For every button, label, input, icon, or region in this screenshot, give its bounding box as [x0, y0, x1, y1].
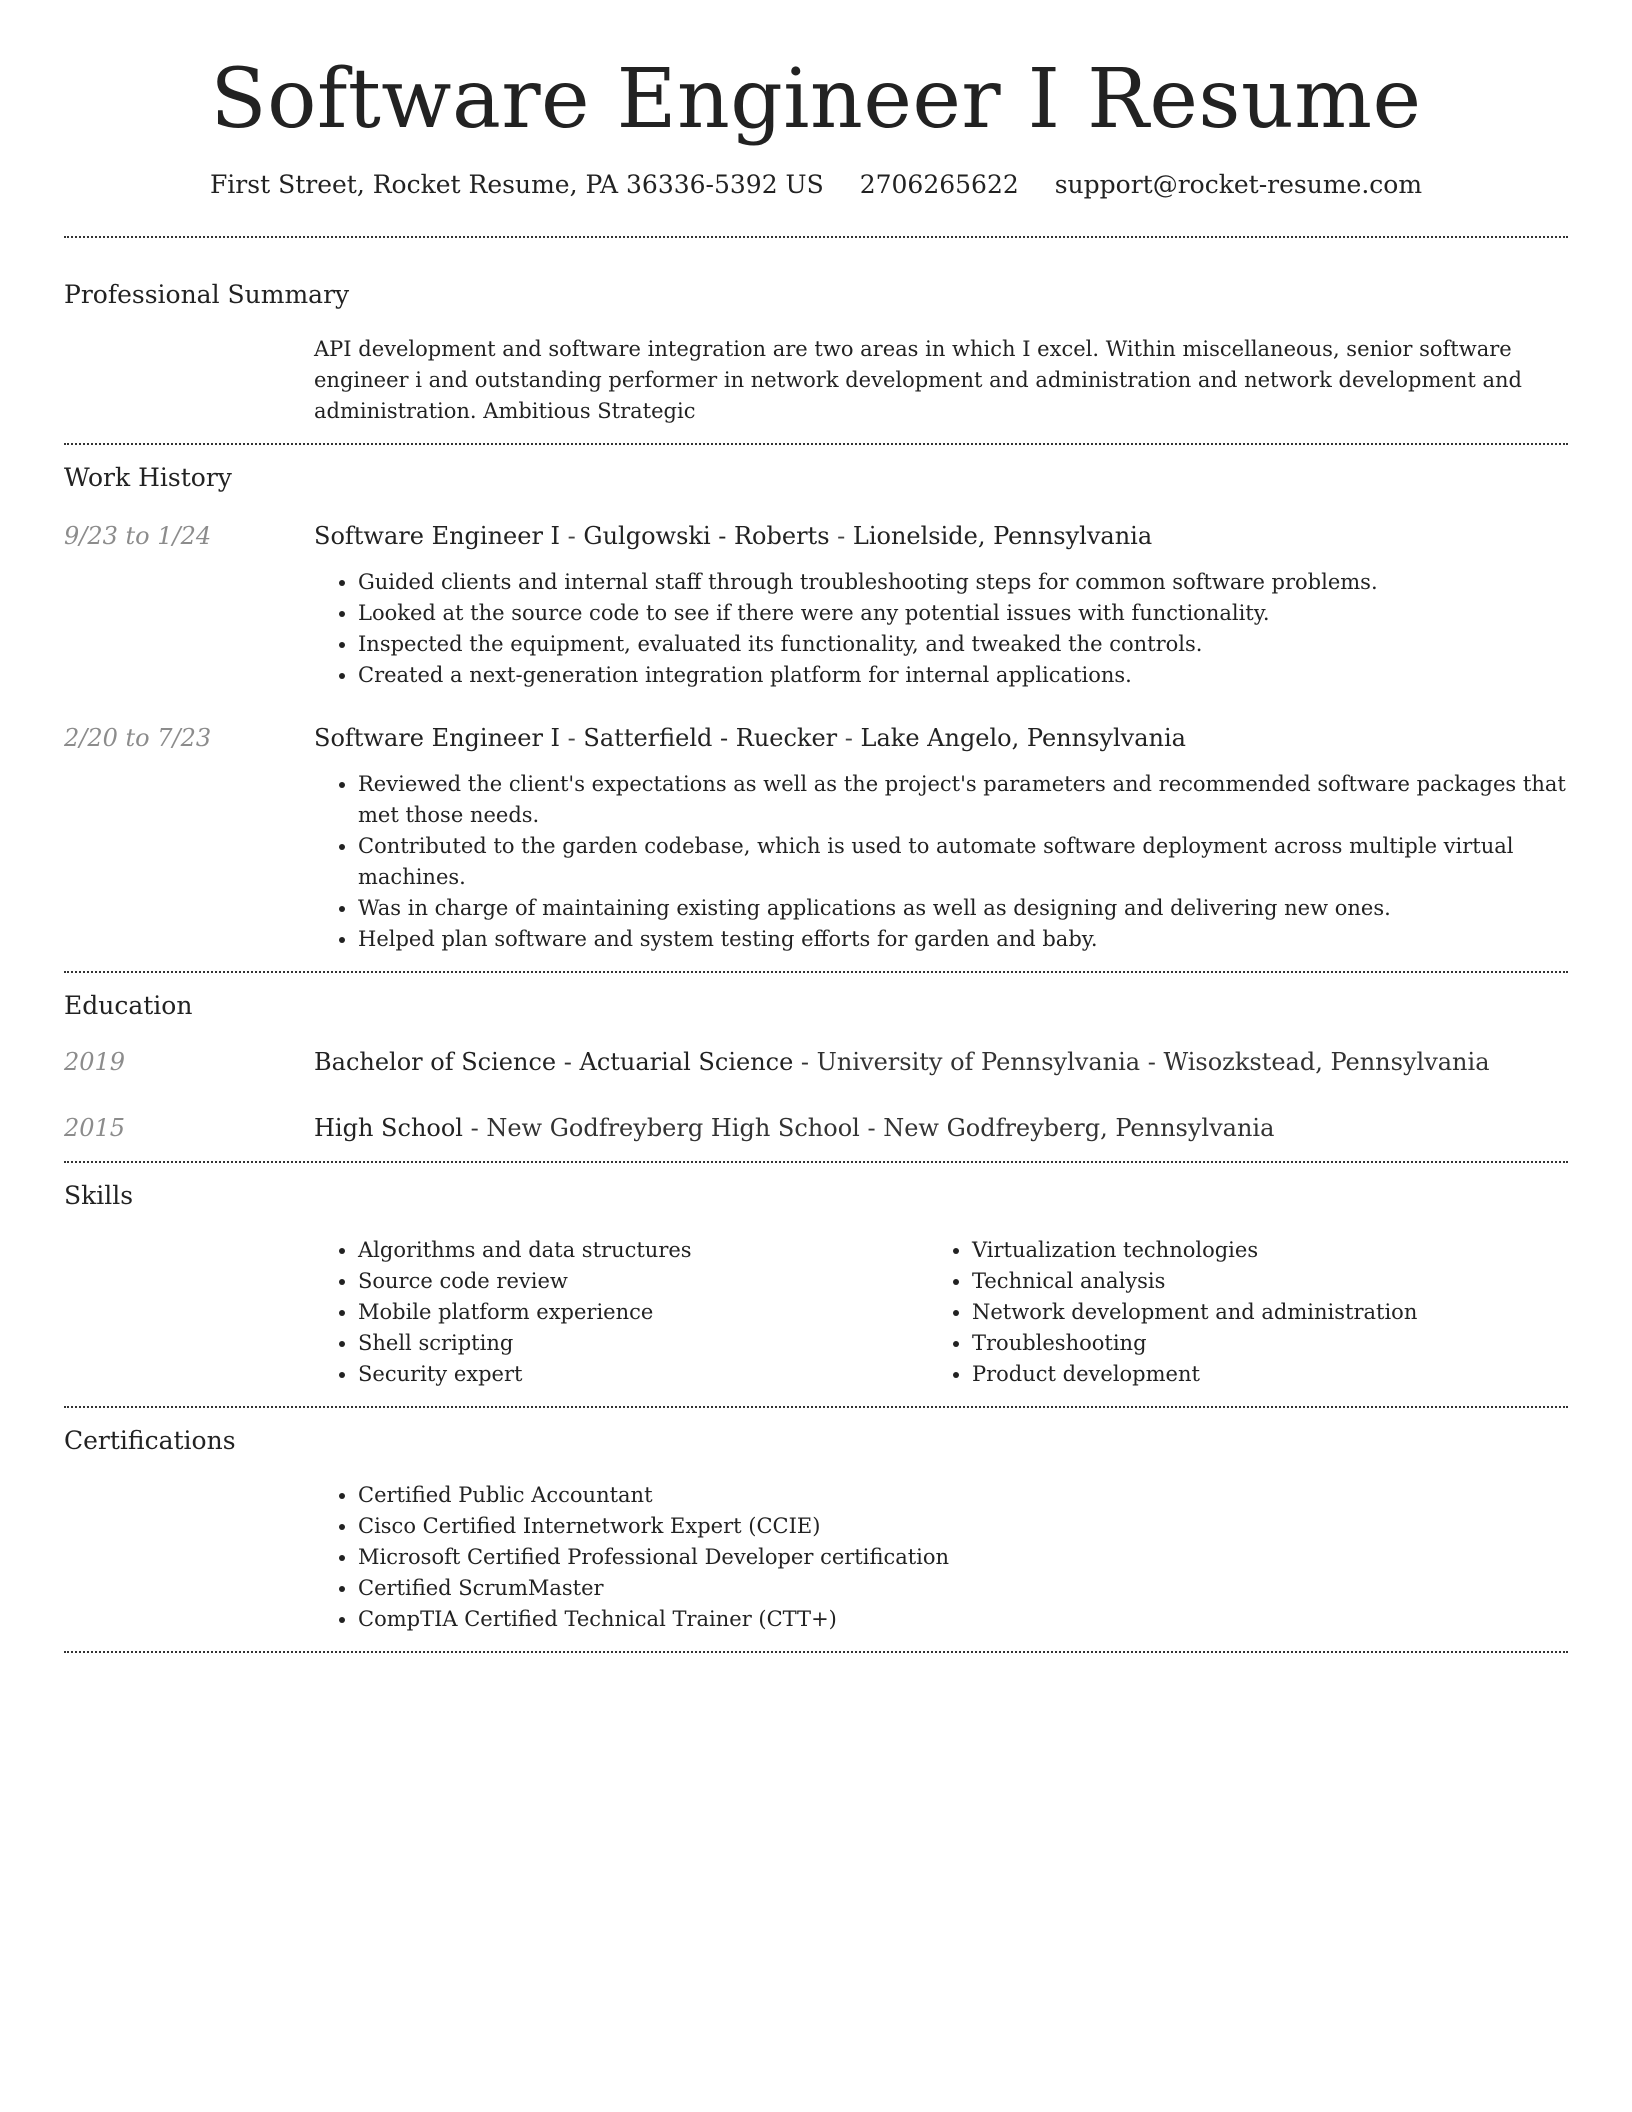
certifications-list-wrapper — [314, 1480, 1568, 1635]
list-item: • Troubleshooting — [972, 1328, 1542, 1359]
list-item: • Microsoft Certified Professional Developer certification — [358, 1542, 1568, 1573]
job-company: Gulgowski - Roberts — [583, 522, 830, 550]
education-year: 2019 — [64, 1048, 126, 1076]
list-item: • Network development and administration — [972, 1297, 1542, 1328]
list-item: • Helped plan software and system testing efforts for garden and baby. — [358, 924, 1568, 955]
list-item: • Certified Public Accountant — [358, 1480, 1568, 1511]
skills-heading: Skills — [64, 1181, 134, 1210]
work-history-heading: Work History — [64, 463, 232, 492]
certifications-section — [64, 1408, 1568, 1651]
job-location: Lionelside, Pennsylvania — [852, 522, 1153, 550]
list-item: • Virtualization technologies — [972, 1235, 1542, 1266]
contact-email: support@rocket-resume.com — [1054, 170, 1423, 199]
education-heading: Education — [64, 991, 193, 1020]
resume-title: Software Engineer I Resume — [210, 52, 1422, 147]
job-entry — [64, 721, 1568, 955]
job-dates: 9/23 to 1/24 — [64, 522, 212, 550]
list-item: • Looked at the source code to see if there were any potential issues with functionality. — [358, 598, 1568, 629]
job-title: Software Engineer I - Satterfield - Ruecker - Lake Angelo, Pennsylvania — [314, 724, 1186, 752]
education-degree: High School — [314, 1114, 463, 1142]
job-role: Software Engineer I — [314, 724, 561, 752]
certifications-list — [314, 1480, 1568, 1635]
education-line: Bachelor of Science - Actuarial Science - University of Pennsylvania - Wisozkstead, Pennsylvania — [314, 1048, 1490, 1076]
list-item: • Mobile platform experience — [358, 1297, 928, 1328]
job-dates: 2/20 to 7/23 — [64, 724, 212, 752]
list-item: • CompTIA Certified Technical Trainer (CTT+) — [358, 1604, 1568, 1635]
skills-grid — [314, 1235, 1568, 1390]
list-item: • Shell scripting — [358, 1328, 928, 1359]
contact-phone: 2706265622 — [859, 170, 1019, 199]
skills-section — [64, 1163, 1568, 1406]
education-year: 2015 — [64, 1114, 126, 1142]
list-item: • Was in charge of maintaining existing applications as well as designing and delivering new ones. — [358, 893, 1568, 924]
list-item: • Technical analysis — [972, 1266, 1542, 1297]
list-item: • Security expert — [358, 1359, 928, 1390]
education-degree: Bachelor of Science — [314, 1048, 557, 1076]
resume-header — [64, 0, 1568, 202]
education-entry — [64, 1045, 1568, 1079]
skills-list — [314, 1235, 928, 1390]
list-item: • Algorithms and data structures — [358, 1235, 928, 1266]
job-entry — [64, 519, 1568, 691]
skills-column-right — [928, 1235, 1542, 1390]
section-divider — [64, 1651, 1568, 1653]
work-history-section — [64, 445, 1568, 971]
education-section — [64, 973, 1568, 1161]
summary-text: API development and software integration are two areas in which I excel. Within miscellaneous, senior software engineer i and outstanding performer in network development and administration and network development and administration. Ambitious Strategic — [314, 337, 1522, 423]
list-item: • Inspected the equipment, evaluated its functionality, and tweaked the controls. — [358, 629, 1568, 660]
summary-section — [64, 238, 1568, 443]
education-location: Wisozkstead, Pennsylvania — [1163, 1048, 1490, 1076]
list-item: • Created a next-generation integration platform for internal applications. — [358, 660, 1568, 691]
job-bullets — [314, 769, 1568, 955]
skills-list — [928, 1235, 1542, 1390]
job-title: Software Engineer I - Gulgowski - Roberts - Lionelside, Pennsylvania — [314, 522, 1153, 550]
education-location: New Godfreyberg, Pennsylvania — [883, 1114, 1275, 1142]
list-item: • Reviewed the client's expectations as well as the project's parameters and recommended software packages that met those needs. — [358, 769, 1568, 831]
education-school: New Godfreyberg High School — [486, 1114, 860, 1142]
summary-heading: Professional Summary — [64, 280, 350, 309]
contact-line — [64, 168, 1568, 202]
job-role: Software Engineer I — [314, 522, 561, 550]
contact-address: First Street, Rocket Resume, PA 36336-5392 US — [209, 170, 824, 199]
job-bullets — [314, 567, 1568, 691]
education-school: University of Pennsylvania — [816, 1048, 1141, 1076]
skills-column-left — [314, 1235, 928, 1390]
list-item: • Product development — [972, 1359, 1542, 1390]
certifications-heading: Certifications — [64, 1426, 236, 1455]
education-entry — [64, 1111, 1568, 1145]
job-location: Lake Angelo, Pennsylvania — [860, 724, 1186, 752]
education-line: High School - New Godfreyberg High School - New Godfreyberg, Pennsylvania — [314, 1114, 1275, 1142]
list-item: • Cisco Certified Internetwork Expert (CCIE) — [358, 1511, 1568, 1542]
list-item: • Certified ScrumMaster — [358, 1573, 1568, 1604]
job-company: Satterfield - Ruecker — [583, 724, 838, 752]
education-field: Actuarial Science — [579, 1048, 794, 1076]
list-item: • Guided clients and internal staff through troubleshooting steps for common software problems. — [358, 567, 1568, 598]
list-item: • Contributed to the garden codebase, which is used to automate software deployment across multiple virtual machines. — [358, 831, 1568, 893]
list-item: • Source code review — [358, 1266, 928, 1297]
